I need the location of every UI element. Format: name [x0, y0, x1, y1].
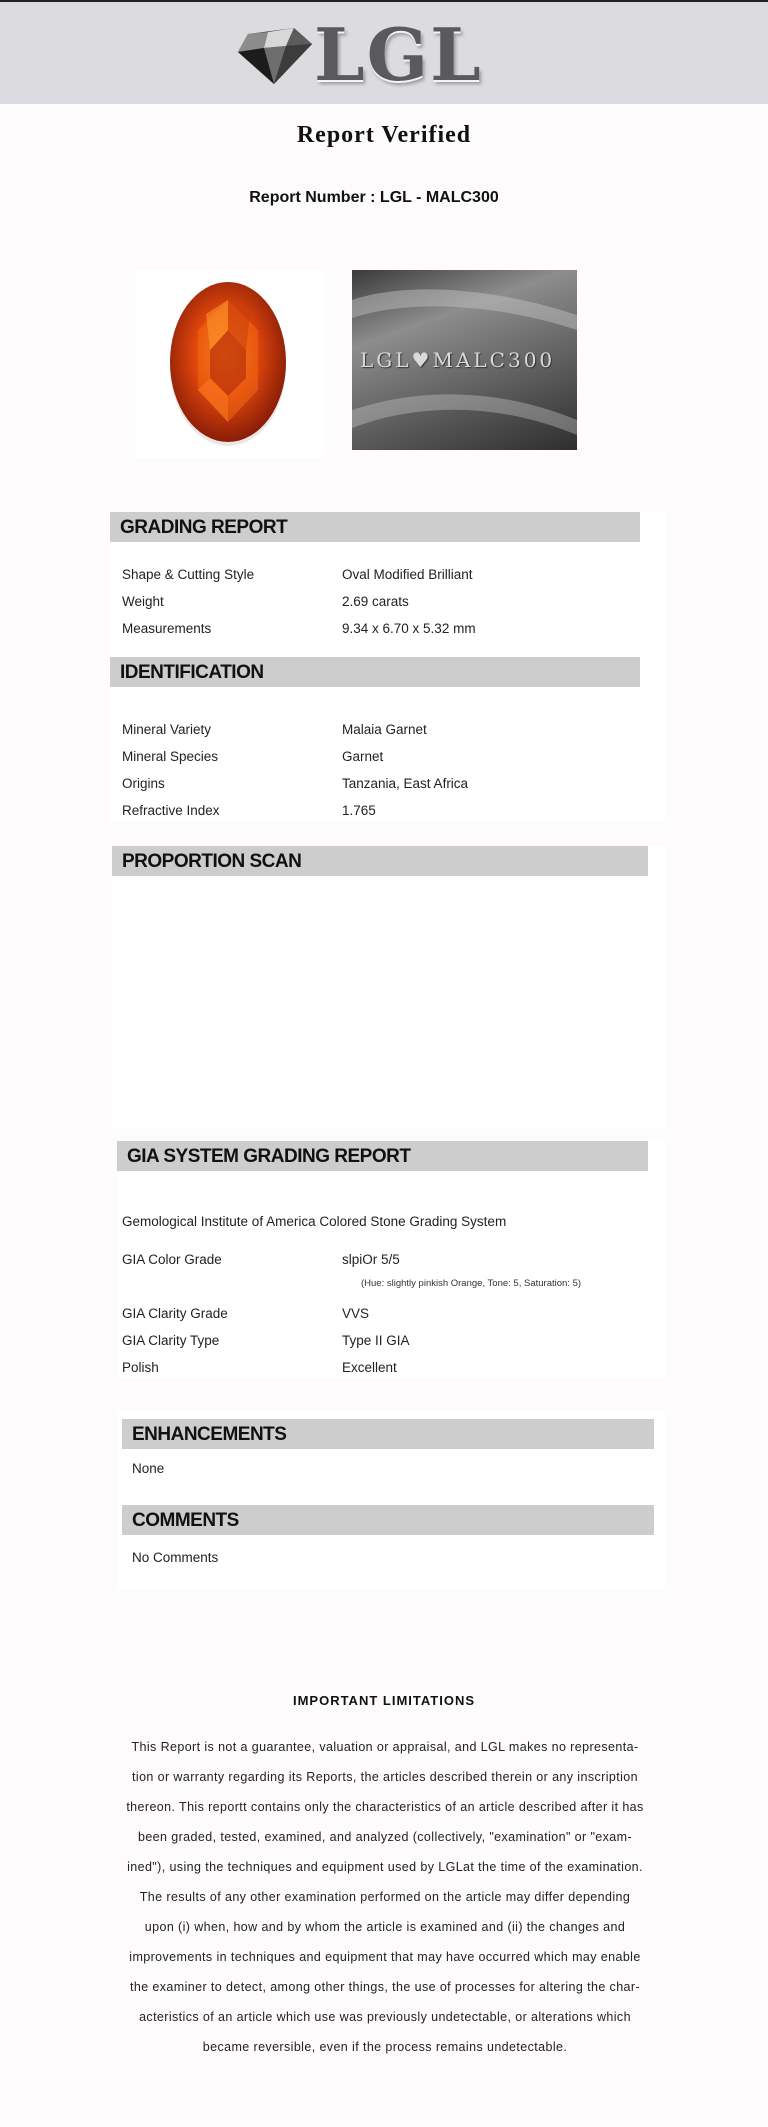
identification-heading: IDENTIFICATION	[110, 657, 640, 687]
comments-heading: COMMENTS	[122, 1505, 654, 1535]
measurements-label: Measurements	[122, 621, 212, 636]
limitations-line: thereon. This reportt contains only the characteristics of an article described after it has	[126, 1800, 644, 1814]
mineral-species-label: Mineral Species	[122, 749, 219, 764]
refractive-index-label: Refractive Index	[122, 803, 220, 818]
refractive-index-value: 1.765	[342, 803, 376, 818]
diamond-icon	[234, 22, 314, 92]
limitations-line: upon (i) when, how and by whom the article is examined and (ii) the changes and	[144, 1920, 626, 1934]
polish-value: Excellent	[342, 1360, 397, 1375]
gia-clarity-type-value: Type II GIA	[342, 1333, 410, 1348]
limitations-body	[118, 1732, 652, 2062]
inscription-text: LGL♥MALC300	[360, 348, 556, 372]
limitations-line: became reversible, even if the process remains undetectable.	[202, 2040, 568, 2054]
gia-color-note: (Hue: slightly pinkish Orange, Tone: 5, Saturation: 5)	[361, 1278, 582, 1289]
report-number-label: Report Number : LGL - MALC300	[249, 189, 499, 206]
limitations-line: been graded, tested, examined, and analyzed (collectively, "examination" or "exam-	[137, 1830, 633, 1844]
limitations-line: This Report is not a guarantee, valuation or appraisal, and LGL makes no representa-	[131, 1740, 639, 1754]
gemstone-photo	[136, 270, 324, 458]
mineral-variety-value: Malaia Garnet	[342, 722, 427, 737]
weight-value: 2.69 carats	[342, 594, 409, 609]
gia-clarity-grade-value: VVS	[342, 1306, 370, 1321]
inscription-photo	[352, 270, 577, 450]
origins-value: Tanzania, East Africa	[342, 776, 469, 791]
gia-intro: Gemological Institute of America Colored Stone Grading System	[122, 1214, 507, 1229]
mineral-species-value: Garnet	[342, 749, 384, 764]
measurements-value: 9.34 x 6.70 x 5.32 mm	[342, 621, 476, 636]
grading-report-heading: GRADING REPORT	[110, 512, 640, 542]
limitations-line: acteristics of an article which use was previously undetectable, or alterations which	[139, 2010, 631, 2024]
comments-text: No Comments	[132, 1550, 219, 1565]
shape-label: Shape & Cutting Style	[122, 567, 255, 582]
origins-label: Origins	[122, 776, 165, 791]
gia-color-grade-label: GIA Color Grade	[122, 1252, 222, 1267]
enhancements-heading: ENHANCEMENTS	[122, 1419, 654, 1449]
proportion-scan-panel	[112, 846, 665, 1128]
logo-text: LGL	[314, 12, 483, 97]
limitations-line: the examiner to detect, among other things, the use of processes for altering the char-	[129, 1980, 641, 1994]
limitations-line: ined"), using the techniques and equipment used by LGLat the time of the examination.	[127, 1860, 643, 1874]
limitations-line: The results of any other examination performed on the article may differ depending	[139, 1890, 631, 1904]
weight-label: Weight	[122, 594, 164, 609]
polish-label: Polish	[122, 1360, 159, 1375]
proportion-scan-heading: PROPORTION SCAN	[112, 846, 648, 876]
gia-color-grade-value: slpiOr 5/5	[342, 1252, 400, 1267]
gia-heading: GIA SYSTEM GRADING REPORT	[117, 1141, 648, 1171]
mineral-variety-label: Mineral Variety	[122, 722, 212, 737]
enhancements-text: None	[132, 1461, 165, 1476]
shape-value: Oval Modified Brilliant	[342, 567, 473, 582]
gia-clarity-type-label: GIA Clarity Type	[122, 1333, 220, 1348]
page-title: Report Verified	[296, 122, 472, 148]
gia-clarity-grade-label: GIA Clarity Grade	[122, 1306, 228, 1321]
report-number	[0, 189, 748, 207]
limitations-line: tion or warranty regarding its Reports, the articles described therein or any inscription	[132, 1770, 638, 1784]
page-header	[0, 2, 768, 104]
limitations-line: improvements in techniques and equipment that may have occurred which may enable	[129, 1950, 641, 1964]
lgl-logo[interactable]	[234, 12, 494, 97]
limitations-heading: IMPORTANT LIMITATIONS	[292, 1693, 476, 1708]
